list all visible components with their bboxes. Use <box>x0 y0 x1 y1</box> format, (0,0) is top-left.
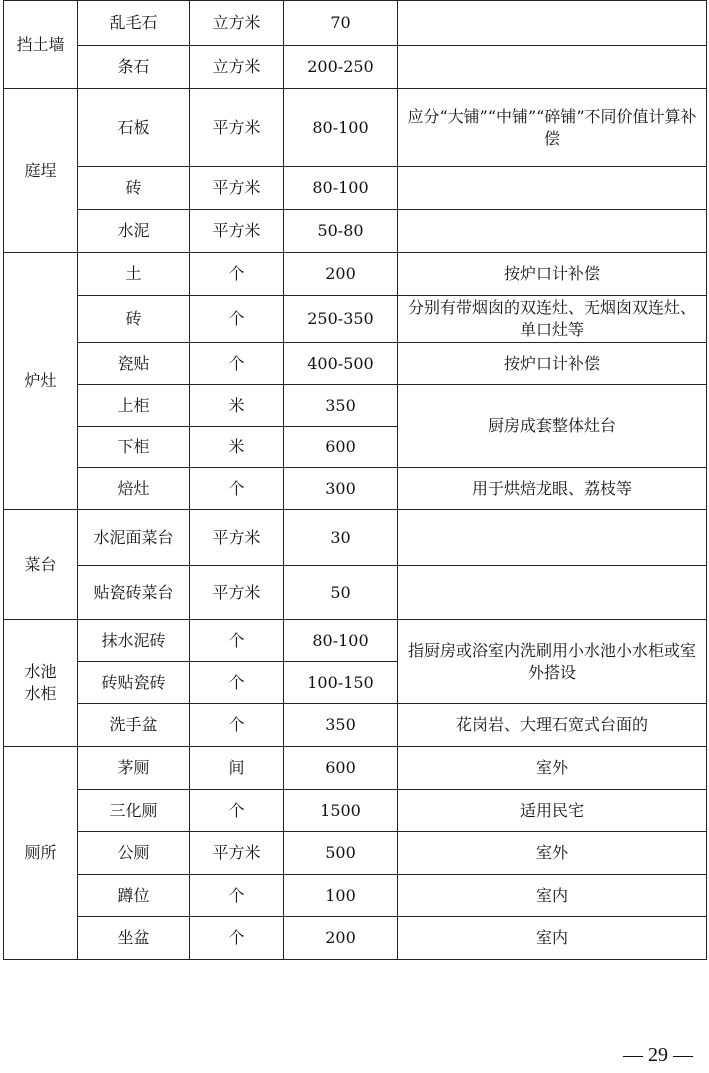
price-cell: 250-350 <box>284 296 398 343</box>
note-cell: 按炉口计补偿 <box>398 343 707 385</box>
note-cell: 室外 <box>398 832 707 875</box>
price-cell: 200-250 <box>284 46 398 89</box>
table-row <box>4 385 707 427</box>
note-cell: 分别有带烟囱的双连灶、无烟囱双连灶、单口灶等 <box>398 296 707 343</box>
note-cell: 花岗岩、大理石宽式台面的 <box>398 704 707 747</box>
table-row <box>4 875 707 917</box>
table-row <box>4 46 707 89</box>
item-cell: 下柜 <box>78 427 190 468</box>
table-row <box>4 1 707 46</box>
item-cell: 条石 <box>78 46 190 89</box>
table-row <box>4 704 707 747</box>
price-cell: 100 <box>284 875 398 917</box>
price-cell: 350 <box>284 385 398 427</box>
unit-cell: 米 <box>190 427 284 468</box>
price-cell: 600 <box>284 747 398 790</box>
note-cell: 适用民宅 <box>398 790 707 832</box>
unit-cell: 个 <box>190 790 284 832</box>
table-row <box>4 253 707 296</box>
note-cell <box>398 167 707 210</box>
table-row <box>4 566 707 620</box>
item-cell: 焙灶 <box>78 468 190 510</box>
table-row <box>4 343 707 385</box>
note-cell <box>398 210 707 253</box>
unit-cell: 立方米 <box>190 1 284 46</box>
table-row <box>4 832 707 875</box>
table-row <box>4 510 707 566</box>
category-line: 水柜 <box>24 684 57 703</box>
page-number: — 29 — <box>623 1044 693 1066</box>
note-cell <box>398 1 707 46</box>
item-cell: 砖 <box>78 296 190 343</box>
note-cell: 室内 <box>398 917 707 960</box>
price-cell: 500 <box>284 832 398 875</box>
price-cell: 400-500 <box>284 343 398 385</box>
item-cell: 洗手盆 <box>78 704 190 747</box>
note-cell <box>398 510 707 566</box>
table-row <box>4 167 707 210</box>
price-cell: 80-100 <box>284 620 398 662</box>
unit-cell: 立方米 <box>190 46 284 89</box>
item-cell: 土 <box>78 253 190 296</box>
note-cell <box>398 46 707 89</box>
unit-cell: 个 <box>190 875 284 917</box>
item-cell: 瓷贴 <box>78 343 190 385</box>
unit-cell: 间 <box>190 747 284 790</box>
item-cell: 水泥 <box>78 210 190 253</box>
note-cell <box>398 566 707 620</box>
price-cell: 100-150 <box>284 662 398 704</box>
table-row <box>4 296 707 343</box>
item-cell: 上柜 <box>78 385 190 427</box>
unit-cell: 平方米 <box>190 510 284 566</box>
table-row <box>4 917 707 960</box>
price-cell: 50 <box>284 566 398 620</box>
price-cell: 80-100 <box>284 167 398 210</box>
item-cell: 乱毛石 <box>78 1 190 46</box>
table-row <box>4 210 707 253</box>
category-cell: 庭埕 <box>4 89 78 253</box>
note-cell: 厨房成套整体灶台 <box>398 385 707 468</box>
item-cell: 三化厕 <box>78 790 190 832</box>
unit-cell: 个 <box>190 468 284 510</box>
unit-cell: 个 <box>190 253 284 296</box>
unit-cell: 个 <box>190 917 284 960</box>
unit-cell: 平方米 <box>190 167 284 210</box>
price-cell: 50-80 <box>284 210 398 253</box>
category-cell: 炉灶 <box>4 253 78 510</box>
item-cell: 贴瓷砖菜台 <box>78 566 190 620</box>
unit-cell: 平方米 <box>190 89 284 167</box>
note-cell: 按炉口计补偿 <box>398 253 707 296</box>
item-cell: 公厕 <box>78 832 190 875</box>
category-cell: 挡土墙 <box>4 1 78 89</box>
item-cell: 蹲位 <box>78 875 190 917</box>
item-cell: 茅厕 <box>78 747 190 790</box>
table-row <box>4 747 707 790</box>
table-row <box>4 89 707 167</box>
price-cell: 300 <box>284 468 398 510</box>
price-cell: 70 <box>284 1 398 46</box>
category-cell: 菜台 <box>4 510 78 620</box>
item-cell: 抹水泥砖 <box>78 620 190 662</box>
price-cell: 600 <box>284 427 398 468</box>
item-cell: 砖贴瓷砖 <box>78 662 190 704</box>
table-row <box>4 790 707 832</box>
price-cell: 30 <box>284 510 398 566</box>
item-cell: 水泥面菜台 <box>78 510 190 566</box>
price-cell: 200 <box>284 917 398 960</box>
unit-cell: 个 <box>190 296 284 343</box>
item-cell: 石板 <box>78 89 190 167</box>
category-cell <box>4 620 78 747</box>
note-cell: 室外 <box>398 747 707 790</box>
category-line: 水池 <box>24 662 57 681</box>
note-cell: 室内 <box>398 875 707 917</box>
item-cell: 砖 <box>78 167 190 210</box>
unit-cell: 米 <box>190 385 284 427</box>
price-cell: 1500 <box>284 790 398 832</box>
unit-cell: 平方米 <box>190 566 284 620</box>
price-cell: 80-100 <box>284 89 398 167</box>
price-cell: 350 <box>284 704 398 747</box>
item-cell: 坐盆 <box>78 917 190 960</box>
note-cell: 应分“大铺”“中铺”“碎铺”不同价值计算补偿 <box>398 89 707 167</box>
table-row <box>4 468 707 510</box>
unit-cell: 个 <box>190 704 284 747</box>
unit-cell: 个 <box>190 343 284 385</box>
note-cell: 用于烘焙龙眼、荔枝等 <box>398 468 707 510</box>
unit-cell: 平方米 <box>190 210 284 253</box>
compensation-table <box>3 0 707 960</box>
unit-cell: 个 <box>190 620 284 662</box>
unit-cell: 平方米 <box>190 832 284 875</box>
table-row <box>4 620 707 662</box>
category-cell: 厕所 <box>4 747 78 960</box>
note-cell: 指厨房或浴室内洗刷用小水池小水柜或室外搭设 <box>398 620 707 704</box>
price-cell: 200 <box>284 253 398 296</box>
unit-cell: 个 <box>190 662 284 704</box>
